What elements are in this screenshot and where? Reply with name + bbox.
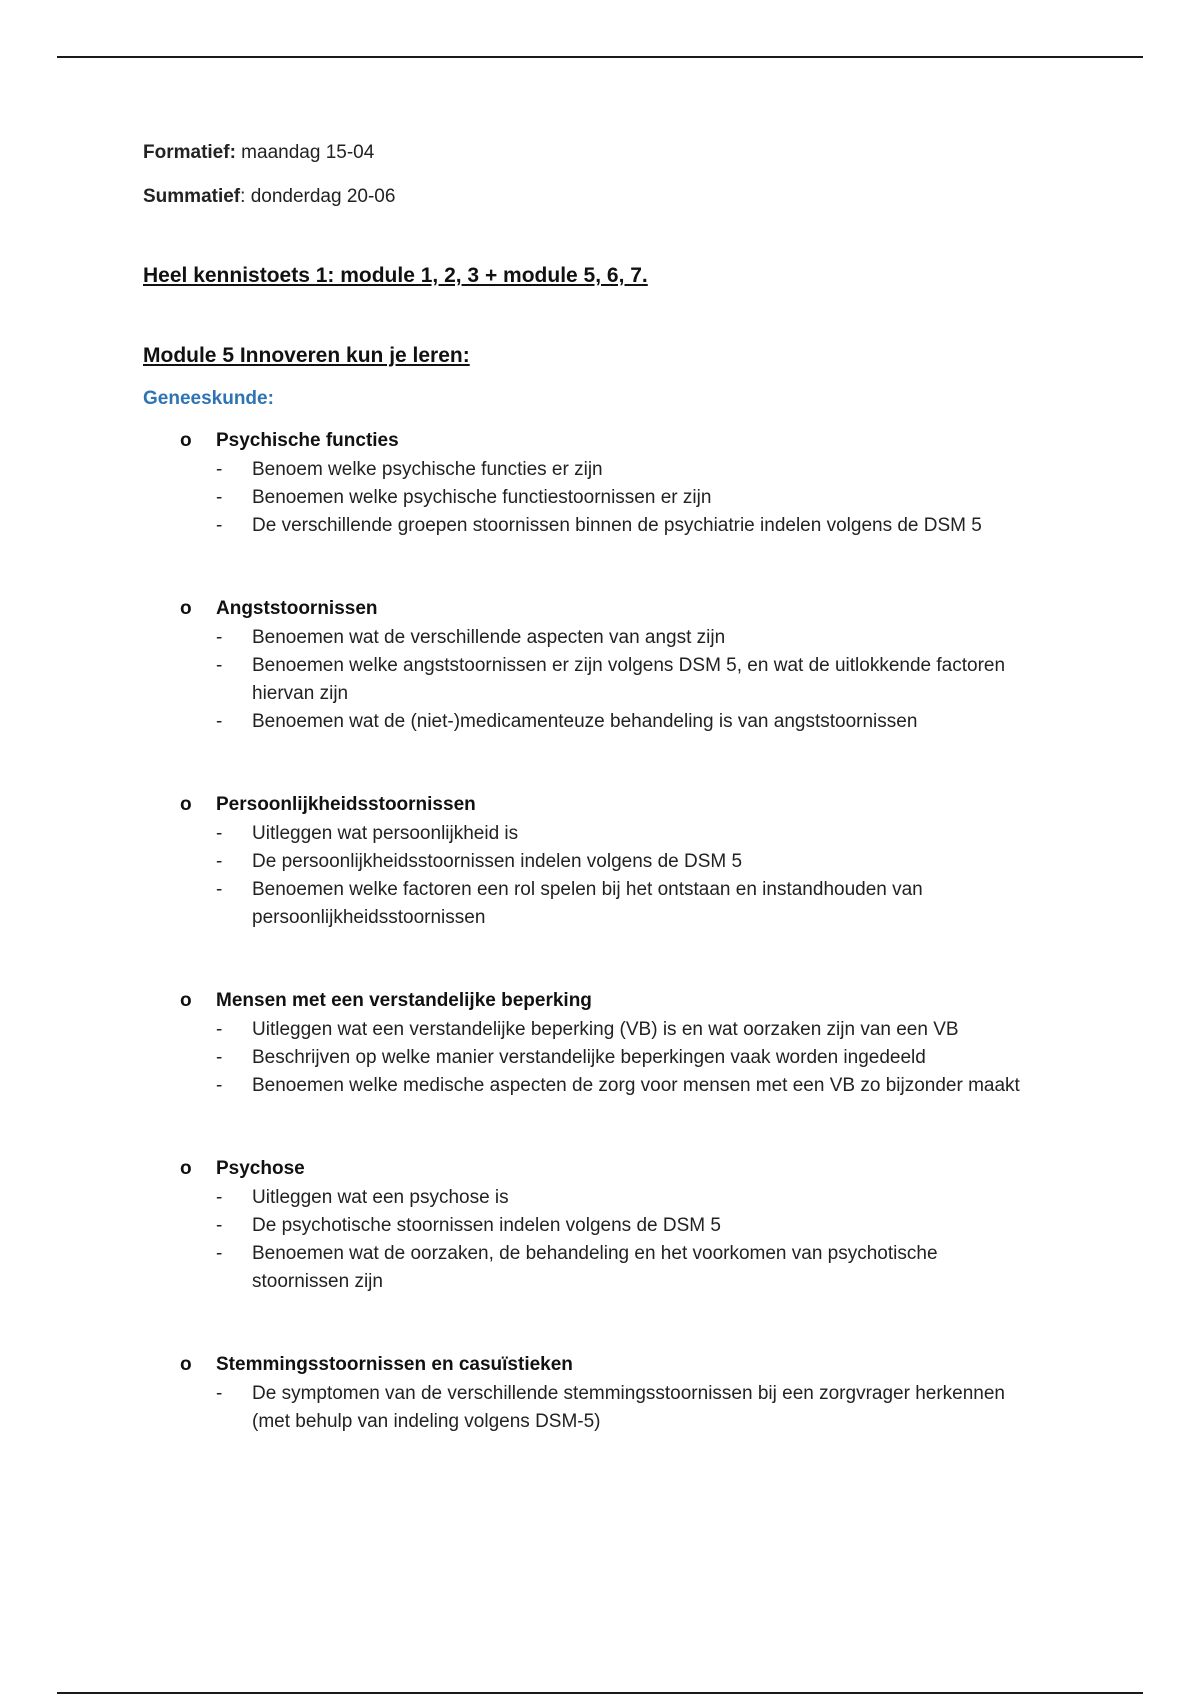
list-item-text: Benoemen welke medische aspecten de zorg voor mensen met een VB zo bijzonder maakt <box>252 1075 1020 1096</box>
topic-list <box>143 428 1083 1436</box>
topic-section <box>180 596 1083 736</box>
list-item <box>180 456 1032 484</box>
list-item <box>180 848 1032 876</box>
list-item-text: Benoemen wat de verschillende aspecten van angst zijn <box>252 627 726 648</box>
bullet-marker: o <box>180 990 192 1011</box>
summatief-line <box>143 184 1083 210</box>
topic-title-text: Persoonlijkheidsstoornissen <box>216 794 476 815</box>
list-item-text: De symptomen van de verschillende stemmingsstoornissen bij een zorgvrager herkennen (met behulp van indeling volgens DSM-5) <box>252 1383 1005 1432</box>
dash-marker: - <box>216 1243 223 1264</box>
dash-marker: - <box>216 487 223 508</box>
topic-title-text: Psychose <box>216 1158 305 1179</box>
topic-title <box>180 428 1083 454</box>
list-item <box>180 708 1032 736</box>
dash-marker: - <box>216 1075 223 1096</box>
dash-marker: - <box>216 1383 223 1404</box>
bullet-marker: o <box>180 1354 192 1375</box>
list-item <box>180 512 1032 540</box>
topic-section <box>180 1156 1083 1296</box>
topic-section <box>180 1352 1083 1436</box>
topic-section <box>180 792 1083 932</box>
topic-items <box>180 1380 1083 1436</box>
list-item-text: Benoemen welke factoren een rol spelen bij het ontstaan en instandhouden van persoonlijkheidsstoornissen <box>252 879 923 928</box>
topic-title-text: Psychische functies <box>216 430 399 451</box>
list-item <box>180 1240 1032 1296</box>
dash-marker: - <box>216 1019 223 1040</box>
list-item-text: Benoemen wat de oorzaken, de behandeling en het voorkomen van psychotische stoornissen zijn <box>252 1243 938 1292</box>
bottom-rule <box>57 1692 1143 1694</box>
formatief-line <box>143 140 1083 166</box>
list-item-text: Benoemen wat de (niet-)medicamenteuze behandeling is van angststoornissen <box>252 711 918 732</box>
dash-marker: - <box>216 879 223 900</box>
dash-marker: - <box>216 1187 223 1208</box>
top-rule <box>57 56 1143 58</box>
topic-section <box>180 988 1083 1100</box>
list-item-text: Uitleggen wat een psychose is <box>252 1187 509 1208</box>
bullet-marker: o <box>180 598 192 619</box>
dash-marker: - <box>216 655 223 676</box>
topic-title <box>180 1352 1083 1378</box>
dash-marker: - <box>216 627 223 648</box>
list-item <box>180 876 1032 932</box>
dash-marker: - <box>216 459 223 480</box>
list-item <box>180 820 1032 848</box>
list-item-text: Benoemen welke angststoornissen er zijn volgens DSM 5, en wat de uitlokkende factoren hiervan zijn <box>252 655 1006 704</box>
topic-items <box>180 820 1083 932</box>
dash-marker: - <box>216 1215 223 1236</box>
list-item-text: De psychotische stoornissen indelen volgens de DSM 5 <box>252 1215 721 1236</box>
list-item-text: De verschillende groepen stoornissen binnen de psychiatrie indelen volgens de DSM 5 <box>252 515 982 536</box>
list-item <box>180 1044 1032 1072</box>
dash-marker: - <box>216 851 223 872</box>
list-item <box>180 1212 1032 1240</box>
topic-title <box>180 988 1083 1014</box>
bullet-marker: o <box>180 794 192 815</box>
topic-items <box>180 624 1083 736</box>
subject-heading: Geneeskunde: <box>143 388 274 409</box>
topic-title-text: Mensen met een verstandelijke beperking <box>216 990 592 1011</box>
list-item-text: De persoonlijkheidsstoornissen indelen volgens de DSM 5 <box>252 851 743 872</box>
bullet-marker: o <box>180 1158 192 1179</box>
summatief-value: : donderdag 20-06 <box>240 186 396 207</box>
list-item-text: Uitleggen wat een verstandelijke beperking (VB) is en wat oorzaken zijn van een VB <box>252 1019 959 1040</box>
topic-title-text: Angststoornissen <box>216 598 378 619</box>
list-item <box>180 484 1032 512</box>
list-item <box>180 1072 1032 1100</box>
topic-items <box>180 456 1083 540</box>
summatief-label: Summatief <box>143 186 241 207</box>
formatief-label: Formatief: <box>143 142 236 163</box>
list-item <box>180 624 1032 652</box>
list-item <box>180 652 1032 708</box>
list-item <box>180 1184 1032 1212</box>
dash-marker: - <box>216 711 223 732</box>
formatief-value: maandag 15-04 <box>235 142 375 163</box>
topic-section <box>180 428 1083 540</box>
list-item-text: Benoem welke psychische functies er zijn <box>252 459 603 480</box>
module-heading: Module 5 Innoveren kun je leren: <box>143 344 470 367</box>
list-item <box>180 1016 1032 1044</box>
bullet-marker: o <box>180 430 192 451</box>
topic-title <box>180 596 1083 622</box>
list-item-text: Uitleggen wat persoonlijkheid is <box>252 823 519 844</box>
dash-marker: - <box>216 1047 223 1068</box>
topic-items <box>180 1184 1083 1296</box>
list-item-text: Benoemen welke psychische functiestoornissen er zijn <box>252 487 712 508</box>
topic-items <box>180 1016 1083 1100</box>
topic-title-text: Stemmingsstoornissen en casuïstieken <box>216 1354 573 1375</box>
document-body <box>143 140 1083 1436</box>
list-item-text: Beschrijven op welke manier verstandelijke beperkingen vaak worden ingedeeld <box>252 1047 926 1068</box>
topic-title <box>180 792 1083 818</box>
list-item <box>180 1380 1032 1436</box>
dash-marker: - <box>216 515 223 536</box>
dash-marker: - <box>216 823 223 844</box>
kennistoets-heading: Heel kennistoets 1: module 1, 2, 3 + module 5, 6, 7. <box>143 264 648 287</box>
topic-title <box>180 1156 1083 1182</box>
